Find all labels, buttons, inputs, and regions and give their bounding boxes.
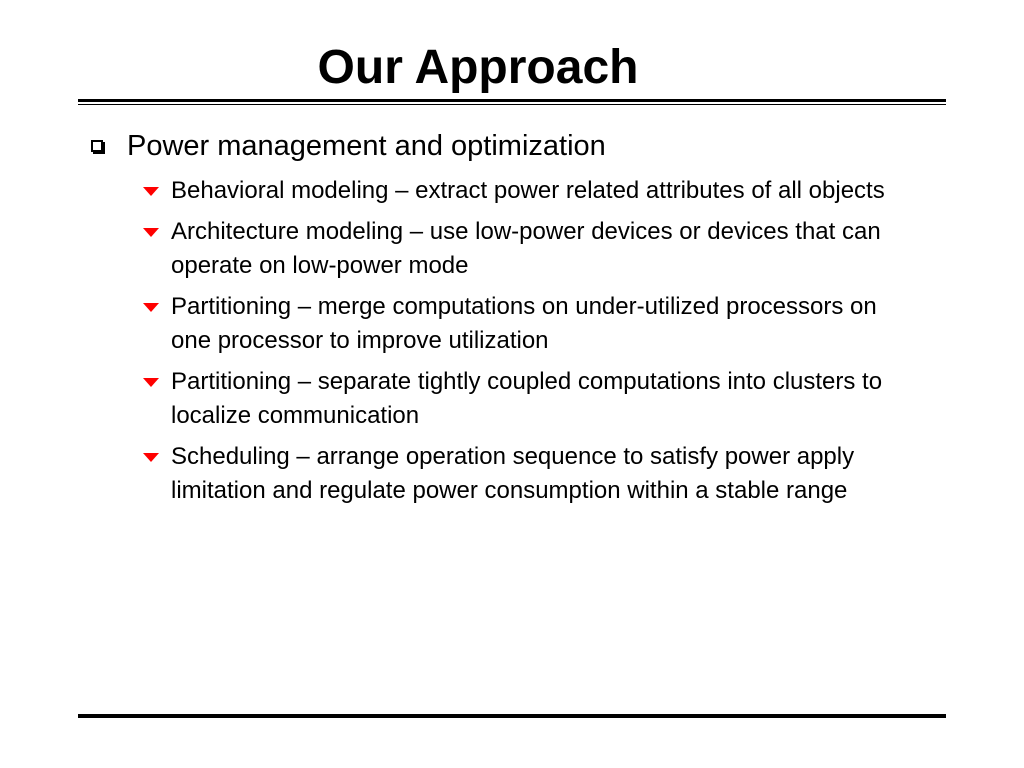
sub-bullet (90, 365, 940, 433)
sub-bullet-text: Behavioral modeling – extract power related attributes of all objects (171, 177, 885, 204)
sub-bullet-list (90, 174, 940, 508)
red-triangle-bullet-icon (143, 187, 159, 196)
sub-bullet-text: Partitioning – merge computations on under-utilized processors on one processor to improve utilization (171, 293, 877, 354)
title-divider-thin (78, 104, 946, 105)
red-triangle-bullet-icon (143, 453, 159, 462)
slide-title: Our Approach (317, 41, 639, 94)
sub-bullet (90, 215, 940, 283)
main-bullet-text: Power management and optimization (127, 130, 606, 162)
red-triangle-bullet-icon (143, 378, 159, 387)
red-triangle-bullet-icon (143, 228, 159, 237)
sub-bullet-text: Scheduling – arrange operation sequence to satisfy power apply limitation and regulate power consumption within a stable range (171, 443, 855, 504)
sub-bullet-text: Architecture modeling – use low-power devices or devices that can operate on low-power mode (171, 218, 881, 279)
sub-bullet (90, 290, 940, 358)
sub-bullet-text: Partitioning – separate tightly coupled computations into clusters to localize communication (171, 368, 883, 429)
sub-bullet (90, 440, 940, 508)
main-bullet (90, 126, 940, 166)
square-bullet-icon (91, 140, 103, 152)
red-triangle-bullet-icon (143, 303, 159, 312)
slide-content (90, 126, 940, 515)
footer-divider (78, 714, 946, 718)
sub-bullet (90, 174, 940, 208)
title-divider (78, 99, 946, 102)
